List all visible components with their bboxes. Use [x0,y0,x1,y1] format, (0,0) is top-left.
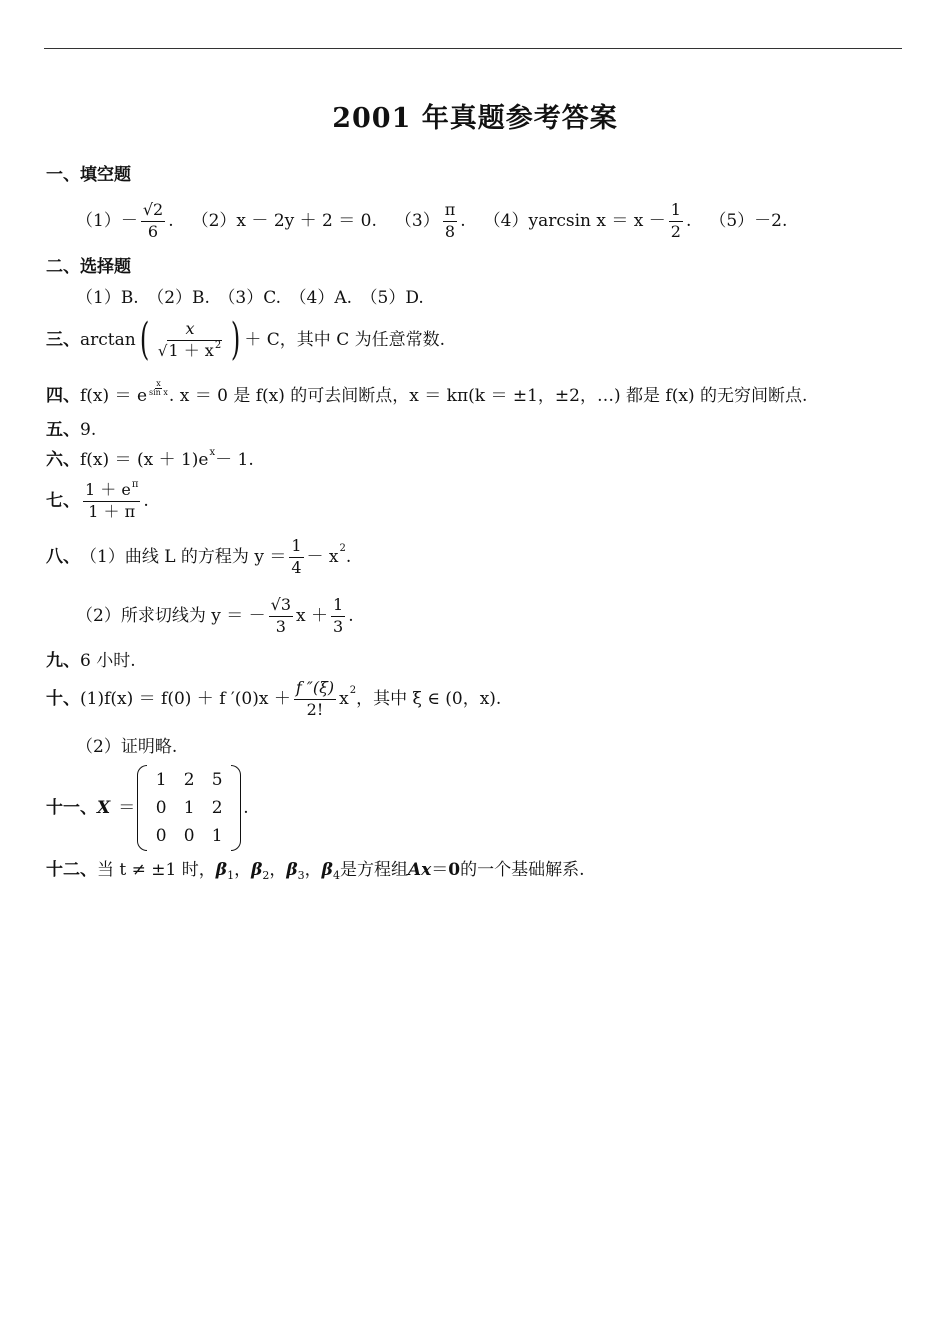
section-8-part-1: 八、 （1）曲线 L 的方程为 y ＝ $\frac{1}{4}$ － x 2 . [46,536,352,577]
section-12-answer: 十二、 当 t ≠ ±1 时， β 1 ， β 2 ， β 3 ， β 4 是方程组 Ax ＝ 0 的一个基础解系. [46,860,585,882]
matrix-cell: 0 [183,825,195,846]
matrix-cell: 5 [211,769,223,790]
fraction: $\frac{\pi}{8}$ [444,200,456,241]
matrix-cell: 1 [183,797,195,818]
fraction: $\frac{1}{2}$ [670,200,681,241]
matrix-cell: 2 [183,769,195,790]
right-paren: ) [231,314,241,365]
matrix-left-bracket [137,765,147,851]
left-paren: ( [139,314,150,365]
fraction: $\frac{1}{4}$ [291,536,302,577]
section-6-answer: 六、 f(x) ＝ (x ＋ 1)e x － 1. [46,446,254,470]
page-title: 2001 年真题参考答案 [332,103,618,134]
fraction: $\frac{f ''(\xi)}{2!}$ [295,678,335,719]
top-rule [44,48,902,49]
section-1-heading: 一、填空题 [46,165,131,185]
exponent-fraction: $\frac{x}{\text{sin x}}$ [149,379,168,398]
section-9-answer: 九、 6 小时. [46,651,136,671]
matrix [137,765,241,851]
section-10-part-2: （2）证明略. [76,737,178,757]
section-2-heading: 二、选择题 [46,257,131,277]
matrix-cell: 1 [155,769,167,790]
matrix-cell: 0 [155,797,167,818]
matrix-grid [147,766,231,850]
section-4-answer: 四、 f(x) ＝ e $\frac{x}{\text{sin x}}$ . x ＝ 0 是 f(x) 的可去间断点，x ＝ kπ(k ＝ ±1，±2，…) 都是 f(x) 的无穷间断点. [46,379,808,407]
section-10-part-1: 十、 (1)f(x) ＝ f(0) ＋ f ′(0)x ＋ $\frac{f ''(\xi)}{2!}$ x 2 ，其中 ξ ∈ (0，x). [46,678,502,719]
section-8-part-2: （2）所求切线为 y ＝ － $\frac{√3}{3}$ x ＋ $\frac{1}{3}$ . [76,595,354,636]
fraction: $\frac{√2}{6}$ [142,200,164,241]
fraction: $\frac{1}{3}$ [333,595,344,636]
section-7-answer: 七、 $\frac{1 + e^\pi}{1 + \pi}$ . [46,479,149,521]
section-1-answers: （1） － $\frac{√2}{6}$ . （2）x － 2y ＋ 2 ＝ 0. （3） $\frac{\pi}{8}$ . （4）yarcsin x ＝ x － $\frac{1}{2}$ . （5）－2. [76,200,788,241]
matrix-cell: 0 [155,825,167,846]
fraction: $\frac{x}{√1 + x^2}$ [157,318,222,360]
matrix-cell: 1 [211,825,223,846]
matrix-right-bracket [231,765,241,851]
section-3-answer: 三、 arctan ( $\frac{x}{√1 + x^2}$ ) ＋ C，其中 C 为任意常数. [46,314,446,365]
section-2-answers: （1）B. （2）B. （3）C. （4）A. （5）D. [76,288,424,308]
fraction: $\frac{1 + e^\pi}{1 + \pi}$ [85,479,139,521]
section-11-answer: 十一、 X ＝ 1 2 5 0 1 2 0 0 1 . [46,765,249,851]
fraction: $\frac{√3}{3}$ [270,595,292,636]
section-5-answer: 五、 9. [46,420,97,440]
matrix-cell: 2 [211,797,223,818]
